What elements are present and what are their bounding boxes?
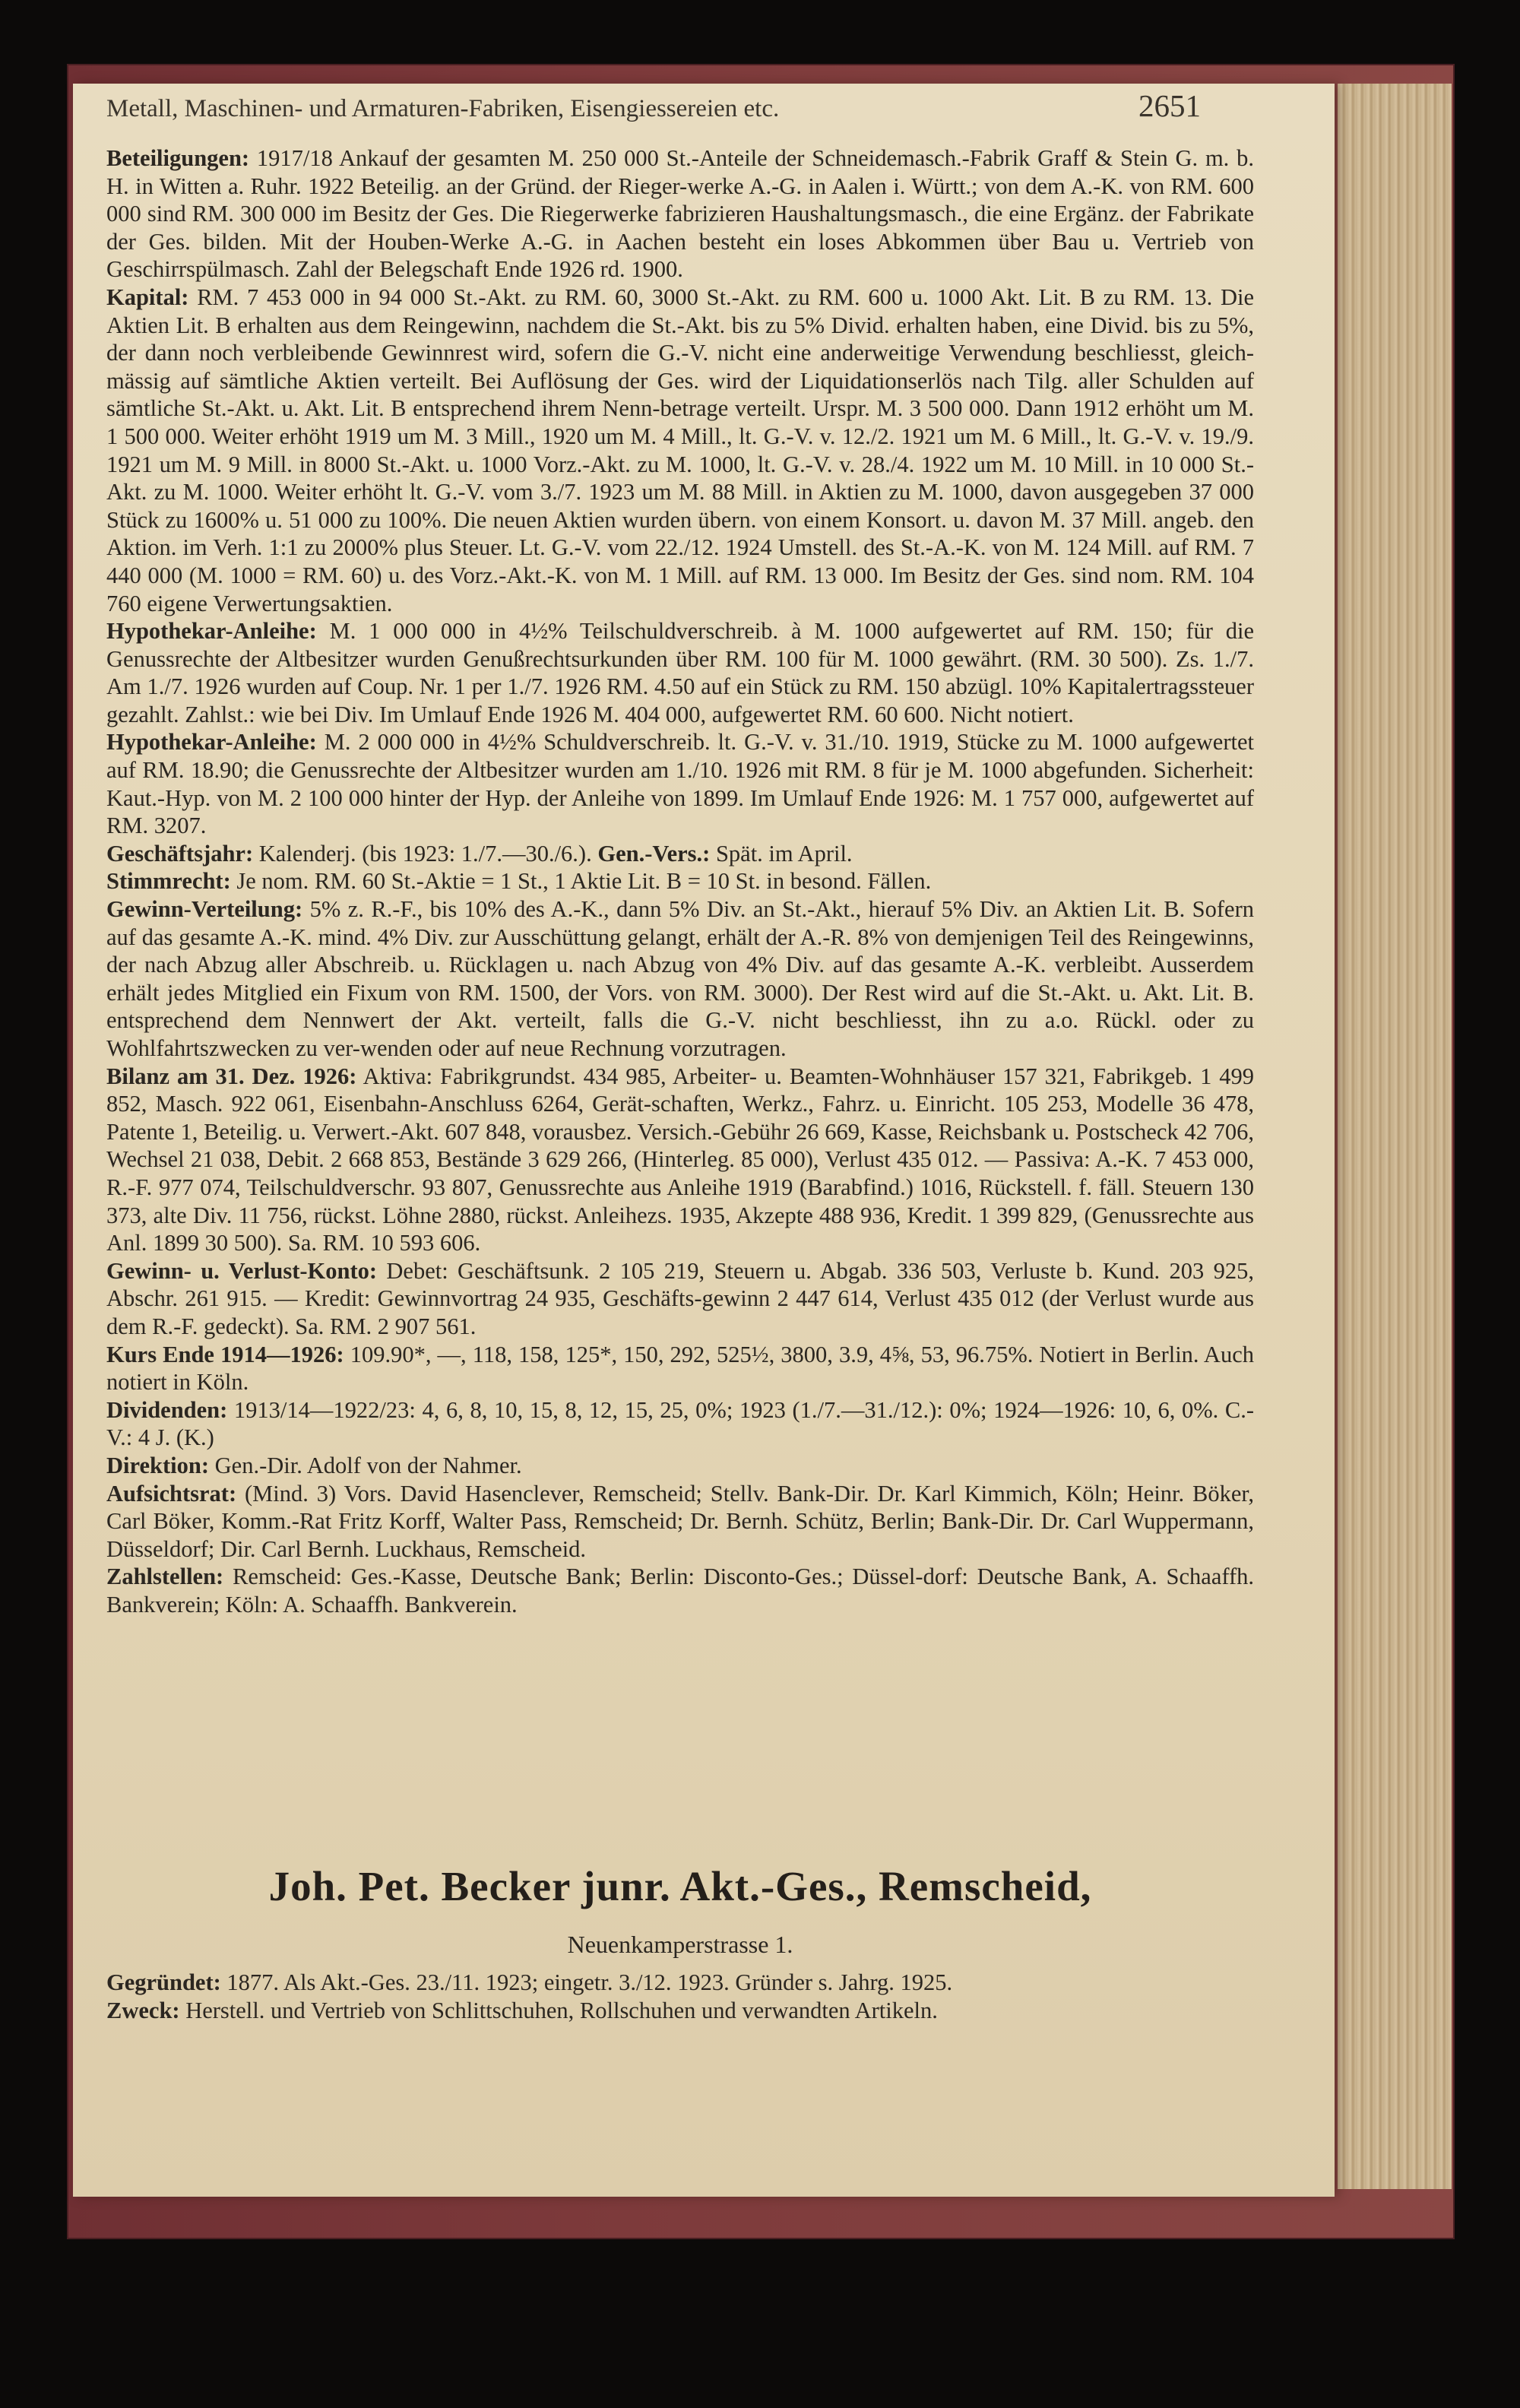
- label-geschaeftsjahr: Geschäftsjahr:: [106, 840, 254, 867]
- text-zweck: Herstell. und Vertrieb von Schlittschuhen, Rollschuhen und verwandten Artikeln.: [179, 1997, 938, 2023]
- text-dividenden: 1913/14—1922/23: 4, 6, 8, 10, 15, 8, 12, 15, 25, 0%; 1923 (1./7.—31./12.): 0%; 1924—1926: 10, 6, 0%. C.-V.: 4 J. (K.): [106, 1396, 1254, 1451]
- paragraph-direktion: [106, 1452, 1254, 1480]
- entry-body: [106, 144, 1260, 1618]
- paragraph-geschaeftsjahr: [106, 840, 1254, 868]
- text-stimmrecht: Je nom. RM. 60 St.-Aktie = 1 St., 1 Aktie Lit. B = 10 St. in besond. Fällen.: [230, 868, 932, 895]
- text-hypothekar-anleihe-2: M. 2 000 000 in 4½% Schuldverschreib. lt. G.-V. v. 31./10. 1919, Stücke zu M. 1000 aufgewertet auf RM. 18.90; die Genussrechte der Altbesitzer wurden am 1./10. 1926 mit RM. 8 für je M. 1000 abgefunden. Sicherheit: Kaut.-Hyp. von M. 2 100 000 hinter der Hyp. der Anleihe von 1899. Im Umlauf Ende 1926: M. 1 757 000, aufgewertet auf RM. 3207.: [106, 729, 1260, 839]
- text-kurs: 109.90*, —, 118, 158, 125*, 150, 292, 525½, 3800, 3.9, 4⅝, 53, 96.75%. Notiert in Berlin. Auch notiert in Köln.: [106, 1341, 1260, 1396]
- label-gegruendet: Gegründet:: [106, 1969, 221, 1995]
- paragraph-aufsichtsrat: [106, 1480, 1260, 1564]
- label-aufsichtsrat: Aufsichtsrat:: [106, 1480, 237, 1507]
- paragraph-zweck: [106, 1997, 1254, 2025]
- label-gen-vers: Gen.-Vers.:: [597, 840, 711, 867]
- company-address: Neuenkamperstrasse 1.: [567, 1931, 793, 1958]
- label-kurs: Kurs Ende 1914—1926:: [106, 1341, 344, 1367]
- label-zahlstellen: Zahlstellen:: [106, 1564, 224, 1590]
- paragraph-kapital: [106, 284, 1260, 617]
- label-direktion: Direktion:: [106, 1452, 209, 1478]
- paragraph-gegruendet: [106, 1969, 1254, 1997]
- text-gewinn-verlust-konto: Debet: Geschäftsunk. 2 105 219, Steuern u. Abgab. 336 503, Verluste b. Kund. 203 925, Abschr. 261 915. — Kredit: Gewinnvortrag 24 935, Geschäfts-gewinn 2 447 614, Verlust 435 012 (der Verlust wurde aus dem R.-F. gedeckt). Sa. RM. 2 907 561.: [106, 1257, 1260, 1339]
- text-geschaeftsjahr: Kalenderj. (bis 1923: 1./7.—30./6.).: [253, 840, 598, 867]
- paragraph-beteiligungen: [106, 144, 1260, 284]
- text-aufsichtsrat: (Mind. 3) Vors. David Hasenclever, Remscheid; Stellv. Bank-Dir. Dr. Karl Kimmich, Köln; Heinr. Böker, Carl Böker, Komm.-Rat Fritz Korff, Walter Pass, Remscheid; Dr. Bernh. Schütz, Berlin; Bank-Dir. Dr. Carl Wuppermann, Düsseldorf; Dir. Carl Bernh. Luckhaus, Remscheid.: [106, 1480, 1260, 1562]
- page-number: 2651: [1138, 88, 1201, 123]
- label-beteiligungen: Beteiligungen:: [106, 145, 250, 171]
- text-beteiligungen: 1917/18 Ankauf der gesamten M. 250 000 St.-Anteile der Schneidemasch.-Fabrik Graff & Stein G. m. b. H. in Witten a. Ruhr. 1922 Beteilig. an der Gründ. der Rieger-werke A.-G. in Aalen i. Württ.; von dem A.-K. von RM. 600 000 sind RM. 300 000 im Besitz der Ges. Die Riegerwerke fabrizieren Haushaltungsmasch., die eine Ergänz. der Fabrikate der Ges. bilden. Mit der Houben-Werke A.-G. in Aachen besteht ein loses Abkommen über Bau u. Vertrieb von Geschirrspülmasch. Zahl der Belegschaft Ende 1926 rd. 1900.: [106, 145, 1260, 283]
- text-hypothekar-anleihe-1: M. 1 000 000 in 4½% Teilschuldverschreib. à M. 1000 aufgewertet auf RM. 150; für die Genussrechte der Altbesitzer wurden Genußrechtsurkunden über RM. 100 für M. 1000 gewährt. (RM. 30 500). Zs. 1./7. Am 1./7. 1926 wurden auf Coup. Nr. 1 per 1./7. 1926 RM. 4.50 auf ein Stück zu RM. 150 abzügl. 10% Kapitalertragssteuer gezahlt. Zahlst.: wie bei Div. Im Umlauf Ende 1926 M. 404 000, aufgewertet RM. 60 600. Nicht notiert.: [106, 618, 1260, 727]
- text-kapital: RM. 7 453 000 in 94 000 St.-Akt. zu RM. 60, 3000 St.-Akt. zu RM. 600 u. 1000 Akt. Lit. B zu RM. 13. Die Aktien Lit. B erhalten aus dem Reingewinn, nachdem die St.-Akt. bis zu 5% Divid. erhalten haben, eine Divid. bis zu 5%, der dann noch verbleibende Gewinnrest wird, sofern die G.-V. nicht eine anderweitige Verwendung beschliesst, gleich-mässig auf sämtliche Aktien verteilt. Bei Auflösung der Ges. wird der Liquidationserlös nach Tilg. aller Schulden auf sämtliche St.-Akt. u. Akt. Lit. B entsprechend ihrem Nenn-betrage verteilt. Urspr. M. 3 500 000. Dann 1912 erhöht um M. 1 500 000. Weiter erhöht 1919 um M. 3 Mill., 1920 um M. 4 Mill., lt. G.-V. v. 12./2. 1921 um M. 6 Mill., lt. G.-V. v. 19./9. 1921 um M. 9 Mill. in 8000 St.-Akt. u. 1000 Vorz.-Akt. zu M. 1000, lt. G.-V. v. 28./4. 1922 um M. 10 Mill. in 10 000 St.-Akt. zu M. 1000. Weiter erhöht lt. G.-V. vom 3./7. 1923 um M. 88 Mill. in Aktien zu M. 1000, davon ausgegeben 37 000 Stück zu 1600% u. 51 000 zu 100%. Die neuen Aktien wurden übern. von einem Konsort. u. davon M. 37 Mill. angeb. den Aktion. im Verh. 1:1 zu 2000% plus Steuer. Lt. G.-V. vom 22./12. 1924 Umstell. des St.-A.-K. von M. 124 Mill. auf RM. 7 440 000 (M. 1000 = RM. 60) u. des Vorz.-Akt.-K. von M. 1 Mill. auf RM. 13 000. Im Besitz der Ges. sind nom. RM. 104 760 eigene Verwertungsaktien.: [106, 284, 1260, 616]
- text-gegruendet: 1877. Als Akt.-Ges. 23./11. 1923; eingetr. 3./12. 1923. Gründer s. Jahrg. 1925.: [220, 1969, 953, 1995]
- paragraph-gewinn-verlust-konto: [106, 1257, 1260, 1341]
- paragraph-kurs: [106, 1341, 1260, 1396]
- label-gewinn-verlust-konto: Gewinn- u. Verlust-Konto:: [106, 1257, 378, 1284]
- paragraph-gewinn-verteilung: [106, 895, 1260, 1063]
- label-gewinn-verteilung: Gewinn-Verteilung:: [106, 896, 303, 923]
- running-head: [106, 88, 1201, 133]
- label-hypothekar-anleihe-2: Hypothekar-Anleihe:: [106, 729, 317, 756]
- label-zweck: Zweck:: [106, 1997, 180, 2023]
- paragraph-hypothekar-anleihe-1: [106, 617, 1260, 728]
- page-edges: [1338, 84, 1452, 2189]
- text-direktion: Gen.-Dir. Adolf von der Nahmer.: [209, 1452, 522, 1478]
- paragraph-stimmrecht: [106, 867, 1254, 895]
- paragraph-zahlstellen: [106, 1563, 1260, 1618]
- label-bilanz: Bilanz am 31. Dez. 1926:: [106, 1063, 357, 1089]
- label-kapital: Kapital:: [106, 284, 189, 310]
- running-head-title: Metall, Maschinen- und Armaturen-Fabriken, Eisengiessereien etc.: [106, 95, 780, 122]
- paragraph-dividenden: [106, 1396, 1254, 1452]
- text-zahlstellen: Remscheid: Ges.-Kasse, Deutsche Bank; Berlin: Disconto-Ges.; Düssel-dorf: Deutsche Bank, A. Schaaffh. Bankverein; Köln: A. Schaaffh. Bankverein.: [106, 1564, 1260, 1617]
- paragraph-hypothekar-anleihe-2: [106, 728, 1260, 839]
- paragraph-bilanz: [106, 1063, 1260, 1257]
- company-entry: [106, 1969, 1254, 2024]
- company-heading: Joh. Pet. Becker junr. Akt.-Ges., Remscheid,: [268, 1863, 1092, 1909]
- text-gewinn-verteilung: 5% z. R.-F., bis 10% des A.-K., dann 5% Div. an St.-Akt., hierauf 5% Div. an Aktien Lit. B. Sofern auf das gesamte A.-K. mind. 4% Div. zur Ausschüttung gelangt, erhält der A.-R. 8% von demjenigen Teil des Reingewinns, der nach Abzug aller Abschreib. u. Rücklagen u. nach Abzug von 4% Div. auf das gesamte A.-K. verbleibt. Ausserdem erhält jedes Mitglied ein Fixum von RM. 1500, der Vors. von RM. 3000). Der Rest wird auf die St.-Akt. u. Akt. Lit. B. entsprechend dem Nennwert der Akt. verteilt, falls die G.-V. nicht beschliesst, ihn zu a.o. Rückl. oder zu Wohlfahrtszwecken zu ver-wenden oder auf neue Rechnung vorzutragen.: [106, 896, 1260, 1061]
- text-gen-vers: Spät. im April.: [710, 840, 853, 867]
- text-bilanz: Aktiva: Fabrikgrundst. 434 985, Arbeiter- u. Beamten-Wohnhäuser 157 321, Fabrikgeb. 1 499 852, Masch. 922 061, Eisenbahn-Anschluss 6264, Gerät-schaften, Werkz., Fahrz. u. Einricht. 105 253, Modelle 36 478, Patente 1, Beteilig. u. Verwert.-Akt. 607 848, vorausbez. Versich.-Gebühr 26 669, Kasse, Reichsbank u. Postscheck 42 706, Wechsel 21 038, Debit. 2 668 853, Bestände 3 629 266, (Hinterleg. 85 000), Verlust 435 012. — Passiva: A.-K. 7 453 000, R.-F. 977 074, Teilschuldverschr. 93 807, Genussrechte aus Anleihe 1919 (Barabfind.) 1016, Rückstell. f. fäll. Steuern 130 373, alte Div. 11 756, rückst. Löhne 2880, rückst. Anleihezs. 1935, Akzepte 488 936, Kredit. 1 399 829, (Genussrechte aus Anl. 1899 30 500). Sa. RM. 10 593 606.: [106, 1063, 1260, 1256]
- label-dividenden: Dividenden:: [106, 1396, 228, 1423]
- label-hypothekar-anleihe-1: Hypothekar-Anleihe:: [106, 618, 317, 645]
- label-stimmrecht: Stimmrecht:: [106, 868, 231, 895]
